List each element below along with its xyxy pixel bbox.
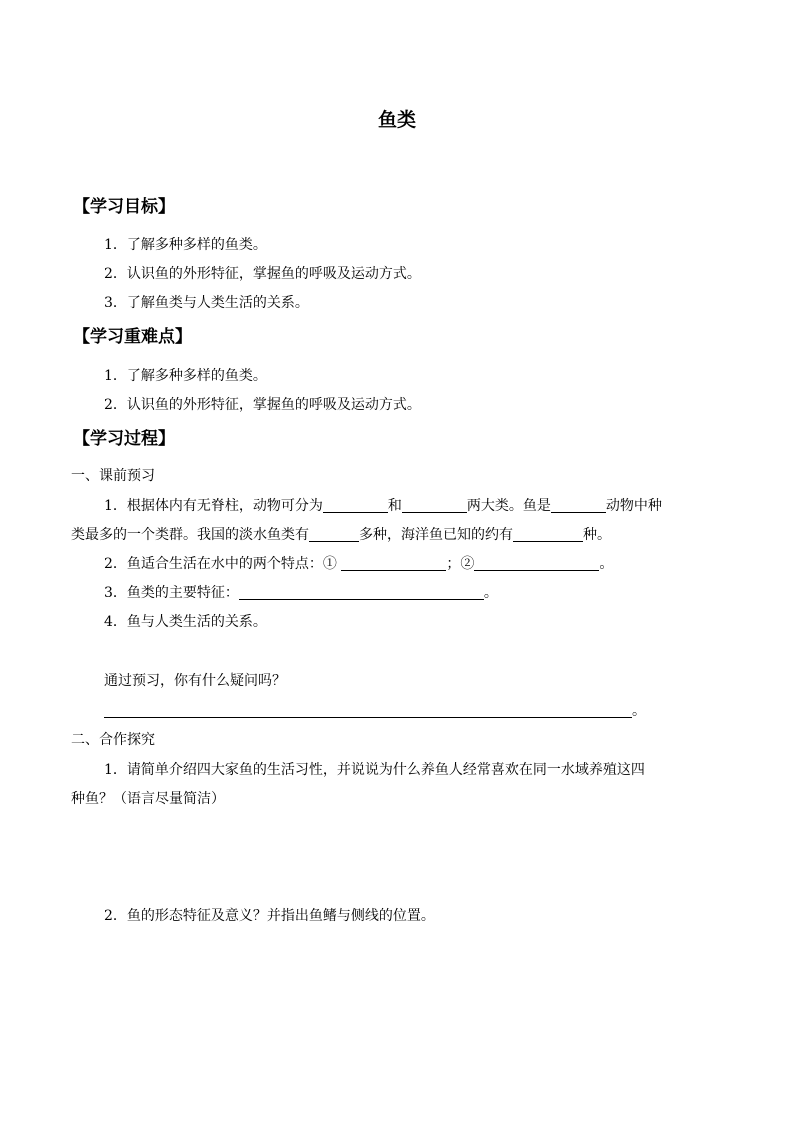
answer-blank[interactable] bbox=[513, 527, 583, 542]
doubt-line: 。 bbox=[104, 700, 646, 720]
answer-blank[interactable] bbox=[323, 498, 388, 513]
explore-heading: 二、合作探究 bbox=[71, 732, 155, 748]
objective-item-1: 1．了解多种多样的鱼类。 bbox=[104, 237, 267, 253]
preview-question-2: 2．鱼适合生活在水中的两个特点：① ；② 。 bbox=[104, 556, 614, 572]
preview-question-4: 4．鱼与人类生活的关系。 bbox=[104, 614, 267, 630]
preview-heading: 一、课前预习 bbox=[71, 468, 155, 484]
answer-blank[interactable] bbox=[341, 556, 446, 571]
preview-question-3: 3．鱼类的主要特征： 。 bbox=[104, 585, 498, 601]
preview-question-1-line-1: 1．根据体内有无脊柱，动物可分为 和 两大类。鱼是 动物中种 bbox=[104, 498, 662, 514]
objective-item-2: 2．认识鱼的外形特征，掌握鱼的呼吸及运动方式。 bbox=[104, 266, 421, 282]
key-point-item-1: 1．了解多种多样的鱼类。 bbox=[104, 368, 267, 384]
key-points-heading: 【学习重难点】 bbox=[73, 327, 192, 347]
answer-blank[interactable] bbox=[474, 556, 599, 571]
key-point-item-2: 2．认识鱼的外形特征，掌握鱼的呼吸及运动方式。 bbox=[104, 397, 421, 413]
preview-question-1-line-2: 类最多的一个类群。我国的淡水鱼类有 多种，海洋鱼已知的约有 种。 bbox=[71, 527, 611, 543]
objective-item-3: 3．了解鱼类与人类生活的关系。 bbox=[104, 295, 309, 311]
objectives-heading: 【学习目标】 bbox=[73, 197, 175, 217]
answer-blank[interactable] bbox=[402, 498, 467, 513]
answer-blank[interactable] bbox=[239, 585, 484, 600]
explore-question-1-line-1: 1．请简单介绍四大家鱼的生活习性，并说说为什么养鱼人经常喜欢在同一水域养殖这四 bbox=[104, 762, 645, 778]
process-heading: 【学习过程】 bbox=[73, 429, 175, 449]
explore-question-1-line-2: 种鱼？（语言尽量简洁） bbox=[71, 791, 225, 807]
answer-blank[interactable] bbox=[104, 703, 632, 718]
answer-blank[interactable] bbox=[551, 498, 606, 513]
explore-question-2: 2．鱼的形态特征及意义？并指出鱼鳍与侧线的位置。 bbox=[104, 908, 435, 924]
page-title: 鱼类 bbox=[377, 109, 416, 131]
doubt-prompt: 通过预习，你有什么疑问吗？ bbox=[104, 673, 286, 689]
answer-blank[interactable] bbox=[309, 527, 359, 542]
